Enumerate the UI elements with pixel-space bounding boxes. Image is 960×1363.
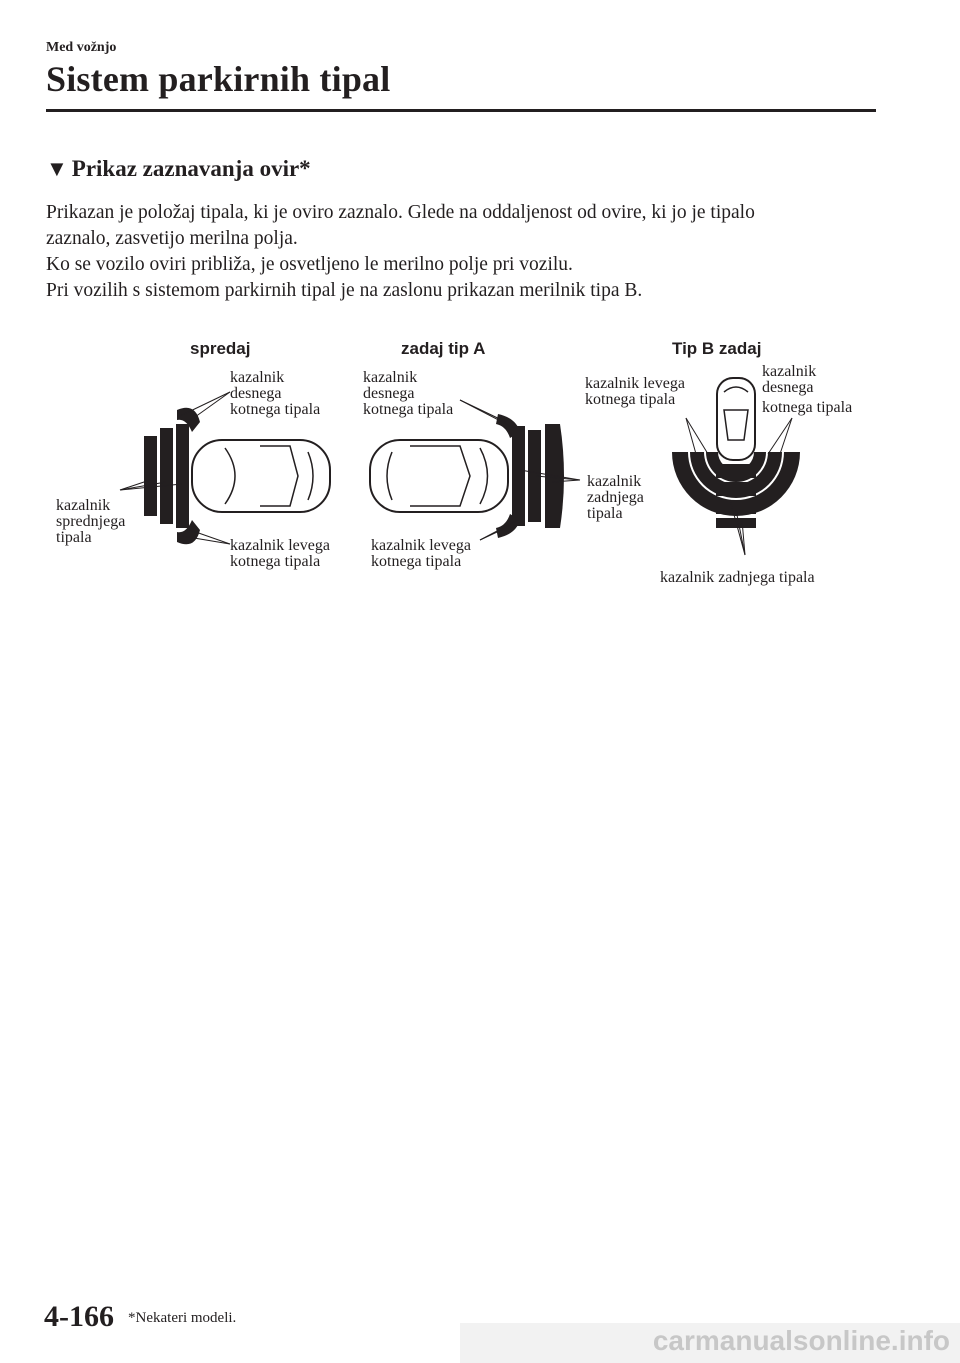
paragraph-line: zaznalo, zasvetijo merilna polja. (46, 228, 298, 249)
watermark-text: carmanualsonline.info (652, 1325, 950, 1356)
rear-b-center-bar (716, 482, 756, 496)
footnote: *Nekateri modeli. (128, 1310, 237, 1326)
rear-b-left-corner-label: kazalnik levega (585, 375, 685, 392)
subsection-title: Prikaz zaznavanja ovir* (71, 156, 311, 181)
triangle-bullet-icon: ▼ (46, 156, 68, 181)
rear-a-right-corner-label: kotnega tipala (363, 401, 454, 418)
paragraph-line: Prikazan je položaj tipala, ki je oviro zaznalo. Glede na oddaljenost od ovire, ki jo je tipalo (46, 202, 755, 223)
front-sensor-bar (144, 436, 157, 516)
car-rear-b-view (717, 378, 755, 460)
rear-a-right-corner-label: desnega (363, 385, 415, 402)
front-left-corner-label: kotnega tipala (230, 553, 321, 570)
rear-a-sensor-label: kazalnik (587, 473, 642, 490)
front-sensor-label: sprednjega (56, 513, 126, 530)
paragraph-line: Pri vozilih s sistemom parkirnih tipal je na zaslonu prikazan merilnik tipa B. (46, 280, 643, 301)
rear-b-sensor-label: kazalnik zadnjega tipala (660, 569, 815, 586)
rear-a-indicator-group (370, 400, 580, 540)
rear-a-sensor-bar (512, 426, 525, 526)
watermark-banner (460, 1323, 960, 1363)
front-sensor-label: kazalnik (56, 497, 111, 514)
front-right-corner-label: kazalnik (230, 369, 285, 386)
front-sensor-bar (160, 428, 173, 524)
title-divider (46, 109, 876, 112)
rear-b-right-corner-label: kazalnik (762, 363, 817, 380)
page-number: 4-166 (44, 1300, 114, 1333)
front-left-corner-label: kazalnik levega (230, 537, 330, 554)
rear-a-right-corner-label: kazalnik (363, 369, 418, 386)
rear-a-sensor-label: zadnjega (587, 489, 644, 506)
page-title: Sistem parkirnih tipal (46, 59, 391, 99)
sensor-display-diagram (40, 330, 880, 595)
rear-b-center-bar (716, 464, 756, 478)
paragraph-line: Ko se vozilo oviri približa, je osvetljeno le merilno polje pri vozilu. (46, 254, 573, 275)
rear-a-sensor-label: tipala (587, 505, 623, 522)
subsection-heading (46, 156, 311, 182)
rear-b-heading: Tip B zadaj (672, 339, 762, 358)
front-sensor-label: tipala (56, 529, 92, 546)
section-label: Med vožnjo (46, 40, 117, 55)
rear-b-right-corner-label: kotnega tipala (762, 399, 853, 416)
rear-b-left-corner-label: kotnega tipala (585, 391, 676, 408)
front-sensor-bar (176, 424, 189, 528)
rear-a-left-corner-label: kotnega tipala (371, 553, 462, 570)
rear-a-left-corner-label: kazalnik levega (371, 537, 471, 554)
body-text (46, 200, 886, 304)
rear-b-right-corner-label: desnega (762, 379, 814, 396)
front-heading: spredaj (190, 339, 251, 358)
front-right-corner-label: desnega (230, 385, 282, 402)
front-right-corner-label: kotnega tipala (230, 401, 321, 418)
car-front-view (192, 440, 330, 512)
rear-a-heading: zadaj tip A (401, 339, 486, 358)
